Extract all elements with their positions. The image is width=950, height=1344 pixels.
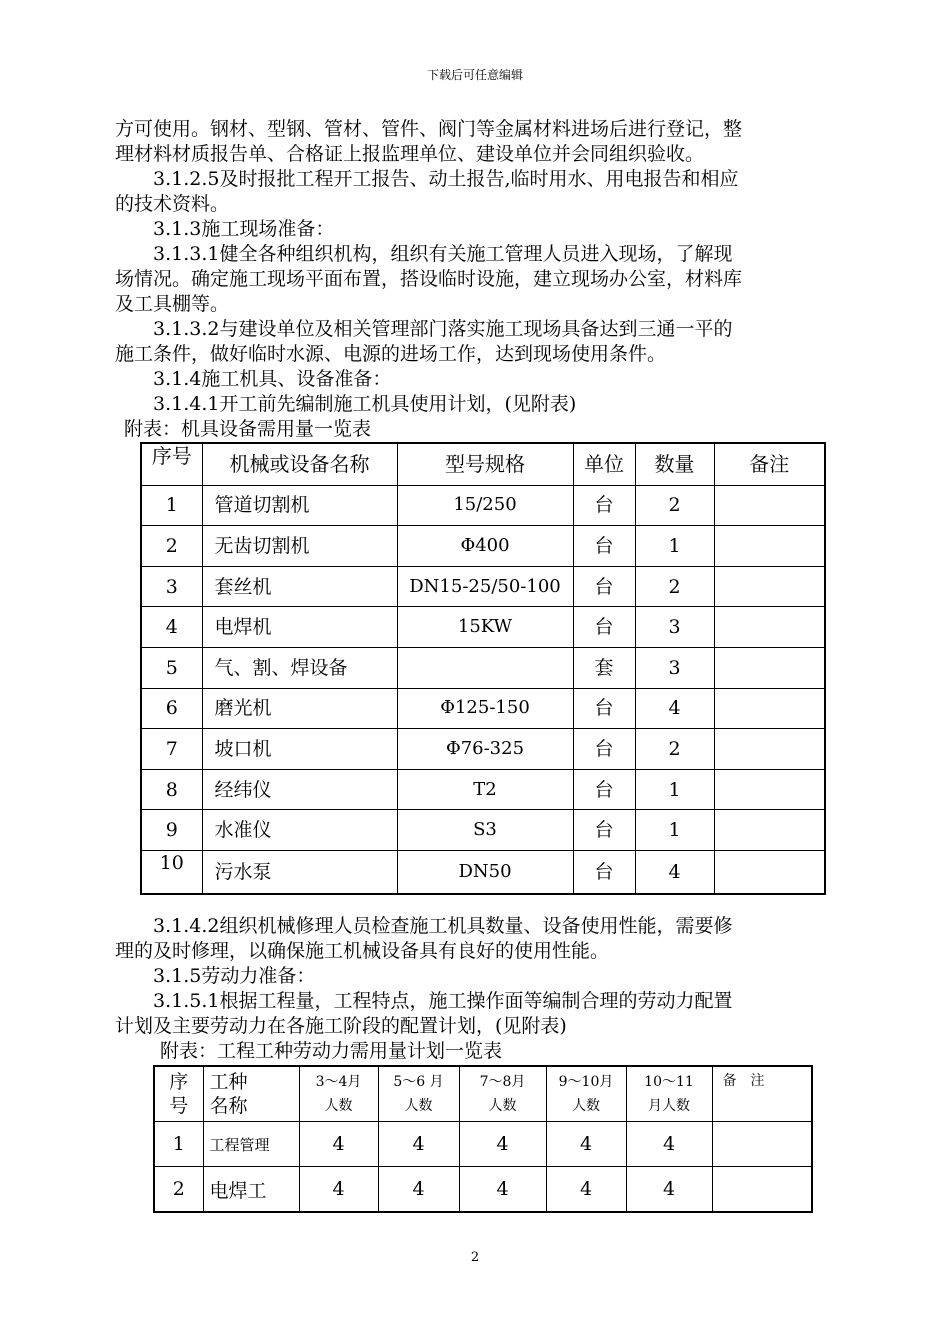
trade-cell: 电焊工 bbox=[203, 1167, 299, 1213]
count-cell: 4 bbox=[378, 1167, 459, 1213]
qty-cell: 2 bbox=[635, 566, 714, 607]
col-header bbox=[378, 1066, 459, 1122]
unit-cell: 台 bbox=[573, 769, 635, 810]
count-cell: 4 bbox=[299, 1122, 378, 1167]
page-header: 下载后可任意编辑 bbox=[426, 68, 523, 82]
qty-cell: 4 bbox=[635, 850, 714, 893]
seq-cell: 9 bbox=[141, 810, 202, 851]
qty-cell: 2 bbox=[635, 485, 714, 526]
unit-cell: 台 bbox=[573, 688, 635, 729]
text-line: 场情况。确定施工现场平面布置，搭设临时设施，建立现场办公室，材料库 bbox=[115, 268, 743, 290]
count-cell: 4 bbox=[299, 1167, 378, 1213]
header-line: 7～8月 bbox=[479, 1074, 526, 1090]
table-row bbox=[141, 729, 825, 770]
spec-cell: Φ400 bbox=[397, 526, 573, 567]
heading-3-1-3 bbox=[115, 217, 855, 242]
table-row bbox=[141, 688, 825, 729]
header-line: 人数 bbox=[572, 1098, 600, 1114]
name-cell: 电焊机 bbox=[202, 607, 397, 648]
count-cell: 4 bbox=[546, 1167, 626, 1213]
col-header bbox=[299, 1066, 378, 1122]
paragraph-materials bbox=[115, 117, 855, 167]
unit-cell: 台 bbox=[573, 810, 635, 851]
note-cell bbox=[714, 526, 825, 567]
note-cell bbox=[714, 769, 825, 810]
qty-cell: 1 bbox=[635, 526, 714, 567]
col-header: 型号规格 bbox=[397, 443, 573, 485]
qty-cell: 1 bbox=[635, 810, 714, 851]
header-line: 序 bbox=[169, 1071, 189, 1093]
header-line: 工种 bbox=[209, 1071, 248, 1093]
spec-cell: 15KW bbox=[397, 607, 573, 648]
note-cell bbox=[712, 1167, 812, 1213]
seq-cell: 4 bbox=[141, 607, 202, 648]
text-line: 3.1.4.2组织机械修理人员检查施工机具数量、设备使用性能，需要修 bbox=[115, 915, 733, 937]
note-cell bbox=[714, 729, 825, 770]
spec-cell: T2 bbox=[397, 769, 573, 810]
qty-cell: 1 bbox=[635, 769, 714, 810]
table-row bbox=[154, 1122, 812, 1167]
count-cell: 4 bbox=[626, 1167, 712, 1213]
table-row bbox=[141, 769, 825, 810]
seq-cell: 6 bbox=[141, 688, 202, 729]
paragraph-3-1-2-5 bbox=[115, 167, 855, 217]
table-row bbox=[141, 647, 825, 688]
unit-cell: 台 bbox=[573, 850, 635, 893]
count-cell: 4 bbox=[546, 1122, 626, 1167]
table-header-row bbox=[141, 443, 825, 485]
name-cell: 磨光机 bbox=[202, 688, 397, 729]
name-cell: 套丝机 bbox=[202, 566, 397, 607]
col-header: 机械或设备名称 bbox=[202, 443, 397, 485]
paragraph-3-1-3-2 bbox=[115, 317, 855, 367]
header-line: 备 注 bbox=[722, 1073, 765, 1089]
unit-cell: 台 bbox=[573, 607, 635, 648]
spec-cell: Φ76-325 bbox=[397, 729, 573, 770]
count-cell: 4 bbox=[459, 1167, 546, 1213]
note-cell bbox=[714, 485, 825, 526]
text-line: 3.1.3施工现场准备： bbox=[115, 218, 335, 240]
header-line: 10～11 bbox=[644, 1074, 694, 1090]
name-cell: 污水泵 bbox=[202, 850, 397, 893]
col-header bbox=[459, 1066, 546, 1122]
equipment-table bbox=[140, 442, 826, 895]
note-cell bbox=[714, 566, 825, 607]
table1-caption: 附表：机具设备需用量一览表 bbox=[124, 418, 372, 440]
header-line: 人数 bbox=[324, 1098, 353, 1114]
col-header: 备注 bbox=[714, 443, 825, 485]
col-header bbox=[626, 1066, 712, 1122]
seq-cell: 3 bbox=[141, 566, 202, 607]
name-cell: 管道切割机 bbox=[202, 485, 397, 526]
table-row bbox=[141, 485, 825, 526]
name-cell: 经纬仪 bbox=[202, 769, 397, 810]
header-line: 3～4月 bbox=[315, 1074, 362, 1090]
note-cell bbox=[714, 647, 825, 688]
header-line: 人数 bbox=[488, 1098, 517, 1114]
spec-cell bbox=[397, 647, 573, 688]
table-row bbox=[141, 810, 825, 851]
labor-table bbox=[153, 1065, 813, 1213]
seq-cell: 1 bbox=[154, 1122, 203, 1167]
spec-cell: DN15-25/50-100 bbox=[397, 566, 573, 607]
count-cell: 4 bbox=[459, 1122, 546, 1167]
spec-cell: Φ125-150 bbox=[397, 688, 573, 729]
unit-cell: 台 bbox=[573, 729, 635, 770]
seq-cell: 5 bbox=[141, 647, 202, 688]
paragraph-3-1-5-1 bbox=[115, 989, 855, 1039]
col-header bbox=[546, 1066, 626, 1122]
unit-cell: 台 bbox=[573, 526, 635, 567]
paragraph-3-1-4-1 bbox=[115, 392, 855, 417]
trade-cell: 工程管理 bbox=[203, 1122, 299, 1167]
col-header: 序号 bbox=[141, 443, 202, 485]
header-line: 9～10月 bbox=[558, 1074, 614, 1090]
qty-cell: 4 bbox=[635, 688, 714, 729]
paragraph-3-1-4-2 bbox=[115, 914, 855, 964]
name-cell: 水准仪 bbox=[202, 810, 397, 851]
table-row bbox=[154, 1167, 812, 1213]
text-line: 及工具棚等。 bbox=[115, 293, 230, 315]
note-cell bbox=[714, 688, 825, 729]
text-line: 理的及时修理，以确保施工机械设备具有良好的使用性能。 bbox=[115, 940, 610, 962]
text-line: 3.1.5劳动力准备： bbox=[115, 965, 316, 987]
text-line: 方可使用。钢材、型钢、管材、管件、阀门等金属材料进场后进行登记，整 bbox=[115, 118, 743, 140]
name-cell: 坡口机 bbox=[202, 729, 397, 770]
seq-cell: 10 bbox=[141, 850, 202, 893]
text-line: 3.1.4.1开工前先编制施工机具使用计划，(见附表) bbox=[115, 393, 577, 415]
col-header: 数量 bbox=[635, 443, 714, 485]
seq-cell: 8 bbox=[141, 769, 202, 810]
count-cell: 4 bbox=[626, 1122, 712, 1167]
text-line: 理材料材质报告单、合格证上报监理单位、建设单位并会同组织验收。 bbox=[115, 143, 705, 165]
text-line: 施工条件，做好临时水源、电源的进场工作，达到现场使用条件。 bbox=[115, 343, 667, 365]
seq-cell: 2 bbox=[154, 1167, 203, 1213]
paragraph-3-1-3-1 bbox=[115, 242, 855, 317]
note-cell bbox=[714, 607, 825, 648]
text-line: 3.1.3.1健全各种组织机构，组织有关施工管理人员进入现场，了解现 bbox=[115, 243, 733, 265]
note-cell bbox=[714, 850, 825, 893]
table2-caption: 附表：工程工种劳动力需用量计划一览表 bbox=[160, 1040, 503, 1062]
seq-cell: 2 bbox=[141, 526, 202, 567]
spec-cell: S3 bbox=[397, 810, 573, 851]
unit-cell: 台 bbox=[573, 566, 635, 607]
header-line: 号 bbox=[169, 1095, 189, 1117]
table-row bbox=[141, 566, 825, 607]
text-line: 3.1.2.5及时报批工程开工报告、动土报告,临时用水、用电报告和相应 bbox=[115, 168, 739, 190]
qty-cell: 3 bbox=[635, 647, 714, 688]
note-cell bbox=[714, 810, 825, 851]
unit-cell: 套 bbox=[573, 647, 635, 688]
spec-cell: 15/250 bbox=[397, 485, 573, 526]
table-header-row bbox=[154, 1066, 812, 1122]
heading-3-1-4 bbox=[115, 367, 855, 392]
name-cell: 无齿切割机 bbox=[202, 526, 397, 567]
spec-cell: DN50 bbox=[397, 850, 573, 893]
qty-cell: 2 bbox=[635, 729, 714, 770]
seq-cell: 7 bbox=[141, 729, 202, 770]
text-line: 3.1.3.2与建设单位及相关管理部门落实施工现场具备达到三通一平的 bbox=[115, 318, 733, 340]
name-cell: 气、割、焊设备 bbox=[202, 647, 397, 688]
table-row bbox=[141, 526, 825, 567]
unit-cell: 台 bbox=[573, 485, 635, 526]
header-line: 人数 bbox=[404, 1098, 433, 1114]
page-number: 2 bbox=[470, 1250, 480, 1265]
text-line: 3.1.4施工机具、设备准备： bbox=[115, 368, 392, 390]
heading-3-1-5 bbox=[115, 964, 855, 989]
col-header: 单位 bbox=[573, 443, 635, 485]
text-line: 3.1.5.1根据工程量，工程特点，施工操作面等编制合理的劳动力配置 bbox=[115, 990, 733, 1012]
header-line: 名称 bbox=[209, 1095, 248, 1117]
table-row bbox=[141, 850, 825, 893]
seq-cell: 1 bbox=[141, 485, 202, 526]
header-line: 5～6 月 bbox=[393, 1074, 444, 1090]
col-header bbox=[712, 1066, 812, 1122]
note-cell bbox=[712, 1122, 812, 1167]
col-header bbox=[154, 1066, 203, 1122]
text-line: 计划及主要劳动力在各施工阶段的配置计划，(见附表) bbox=[115, 1015, 567, 1037]
table-row bbox=[141, 607, 825, 648]
header-line: 月人数 bbox=[648, 1098, 690, 1114]
qty-cell: 3 bbox=[635, 607, 714, 648]
text-line: 的技术资料。 bbox=[115, 193, 230, 215]
count-cell: 4 bbox=[378, 1122, 459, 1167]
col-header bbox=[203, 1066, 299, 1122]
